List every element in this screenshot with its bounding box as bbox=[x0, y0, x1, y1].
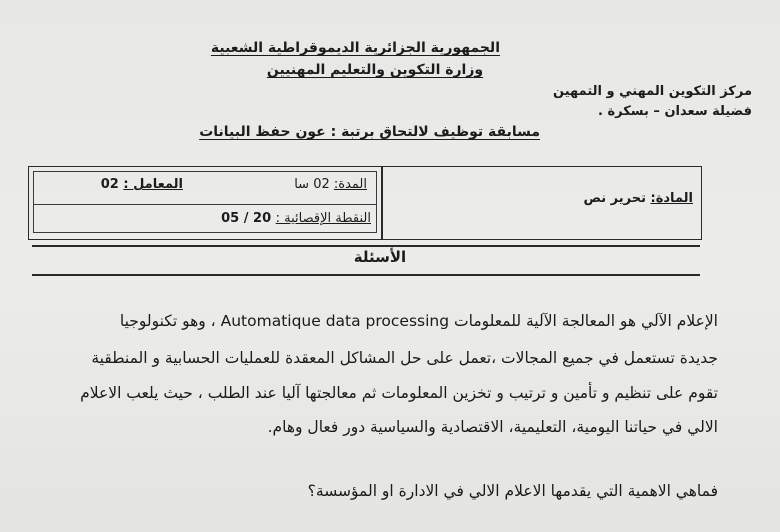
body-line-1-part-a: الإعلام الآلي هو المعالجة الآلية للمعلومات bbox=[454, 312, 718, 330]
body-line-2: جديدة تستعمل في جميع المجالات ،تعمل على حل المشاكل المعقدة للعمليات الحسابية و المنطقية bbox=[91, 349, 718, 367]
info-box-divider bbox=[381, 167, 383, 239]
questions-heading: الأسئلة bbox=[353, 248, 407, 266]
body-line-1-latin: Automatique data processing bbox=[220, 312, 450, 330]
coefficient-field bbox=[101, 177, 183, 192]
body-line-1 bbox=[120, 312, 718, 330]
center-location: فضيلة سعدان – بسكرة . bbox=[598, 104, 752, 119]
subject-value: تحرير نص bbox=[583, 191, 646, 206]
republic-title: الجمهورية الجزائرية الديموقراطية الشعبية bbox=[210, 40, 500, 56]
exam-question: فماهي الاهمية التي يقدمها الاعلام الالي في الادارة او المؤسسة؟ bbox=[307, 482, 718, 500]
info-row-divider bbox=[33, 204, 377, 205]
subject-field bbox=[584, 191, 693, 206]
contest-title: مسابقة توظيف لالتحاق برتبة : عون حفظ البيانات bbox=[199, 124, 540, 140]
body-line-4: الالي في حياتنا اليومية، التعليمية، الاقتصادية والسياسية دور فعال وهام. bbox=[267, 418, 718, 436]
exam-info-box bbox=[28, 166, 702, 240]
questions-bottom-rule bbox=[32, 274, 700, 276]
questions-top-rule bbox=[32, 245, 700, 247]
elimination-score-field bbox=[221, 211, 371, 226]
body-line-3: تقوم على تنظيم و تأمين و ترتيب و تخزين المعلومات ثم معالجتها آليا عند الطلب ، حيث يلعب الاعلام bbox=[80, 384, 718, 402]
duration-label: المدة: bbox=[333, 177, 367, 192]
subject-label: المادة: bbox=[650, 191, 693, 206]
elimination-score-value: 05 / 20 bbox=[221, 211, 272, 226]
ministry-title: وزارة التكوين والتعليم المهنيين bbox=[266, 62, 484, 78]
body-line-1-part-c: ، وهو تكنولوجيا bbox=[119, 312, 216, 330]
training-center: مركز التكوين المهني و التمهين bbox=[553, 84, 752, 99]
elimination-score-label: النقطة الإقصائية : bbox=[275, 211, 371, 226]
coefficient-label: المعامل : bbox=[123, 177, 183, 192]
duration-value: 02 سا bbox=[294, 177, 330, 192]
duration-field bbox=[294, 177, 367, 192]
coefficient-value: 02 bbox=[100, 177, 119, 192]
